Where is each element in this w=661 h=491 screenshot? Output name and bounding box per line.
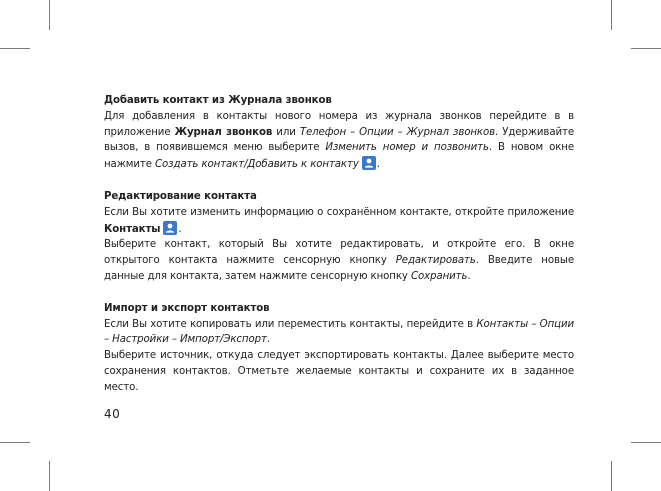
paragraph [104, 348, 574, 395]
crop-mark-top-right-v [611, 0, 612, 30]
page-number: 40 [104, 407, 121, 421]
button-name-save: Сохранить [411, 270, 468, 282]
menu-option: Создать контакт/Добавить к контакту [155, 159, 359, 171]
text: Выберите контакт, который Вы хотите редактировать, и откройте его. В окне открытого контакта нажмите сенсорную кнопку [104, 239, 574, 267]
crop-mark-bottom-left-v [49, 461, 50, 491]
section-heading: Импорт и экспорт контактов [104, 302, 270, 314]
contact-icon [362, 156, 376, 170]
text: . Удерживайте вызов, в появившемся меню выберите [104, 126, 574, 154]
crop-mark-top-left-h [0, 48, 30, 49]
paragraph [104, 205, 574, 238]
app-name-call-log: Журнал звонков [174, 126, 273, 138]
crop-mark-bottom-right-v [611, 461, 612, 491]
crop-mark-top-right-h [631, 48, 661, 49]
menu-option: Изменить номер и позвонить [325, 142, 489, 154]
text: или [272, 126, 300, 138]
paragraph [104, 237, 574, 284]
crop-mark-top-left-v [49, 0, 50, 30]
paragraph [104, 317, 574, 349]
section-edit-contact [104, 189, 574, 285]
text: . Введите новые данные для контакта, затем нажмите сенсорную кнопку [104, 255, 574, 282]
text: . [467, 270, 471, 282]
text: . [266, 334, 270, 346]
contact-icon [163, 221, 177, 235]
paragraph [104, 109, 574, 173]
app-name-contacts: Контакты [104, 223, 161, 235]
button-name-edit: Редактировать [395, 255, 476, 267]
text: . В новом окне нажмите [104, 142, 574, 171]
text: . [178, 223, 182, 235]
section-heading: Добавить контакт из Журнала звонков [104, 95, 332, 106]
text: Если Вы хотите копировать или переместить контакты, перейдите в [104, 318, 477, 330]
section-add-from-call-log [104, 93, 574, 173]
section-import-export [104, 301, 574, 396]
crop-mark-bottom-right-h [631, 442, 661, 443]
menu-path: Телефон – Опции – Журнал звонков [299, 126, 496, 138]
section-heading: Редактирование контакта [104, 190, 257, 202]
crop-mark-bottom-left-h [0, 442, 30, 443]
manual-page-content [104, 93, 574, 412]
text: . [376, 159, 380, 171]
text: Для добавления в контакты нового номера из журнала звонков перейдите в в приложение [104, 110, 574, 138]
text: Выберите источник, откуда следует экспортировать контакты. Далее выберите место сохранения контактов. Отметьте желаемые контакты и сохраните их в заданное место. [104, 350, 574, 393]
menu-path: Контакты – Опции – Настройки – Импорт/Экспорт [104, 318, 574, 346]
text: Если Вы хотите изменить информацию о сохранённом контакте, откройте приложение [104, 206, 574, 218]
